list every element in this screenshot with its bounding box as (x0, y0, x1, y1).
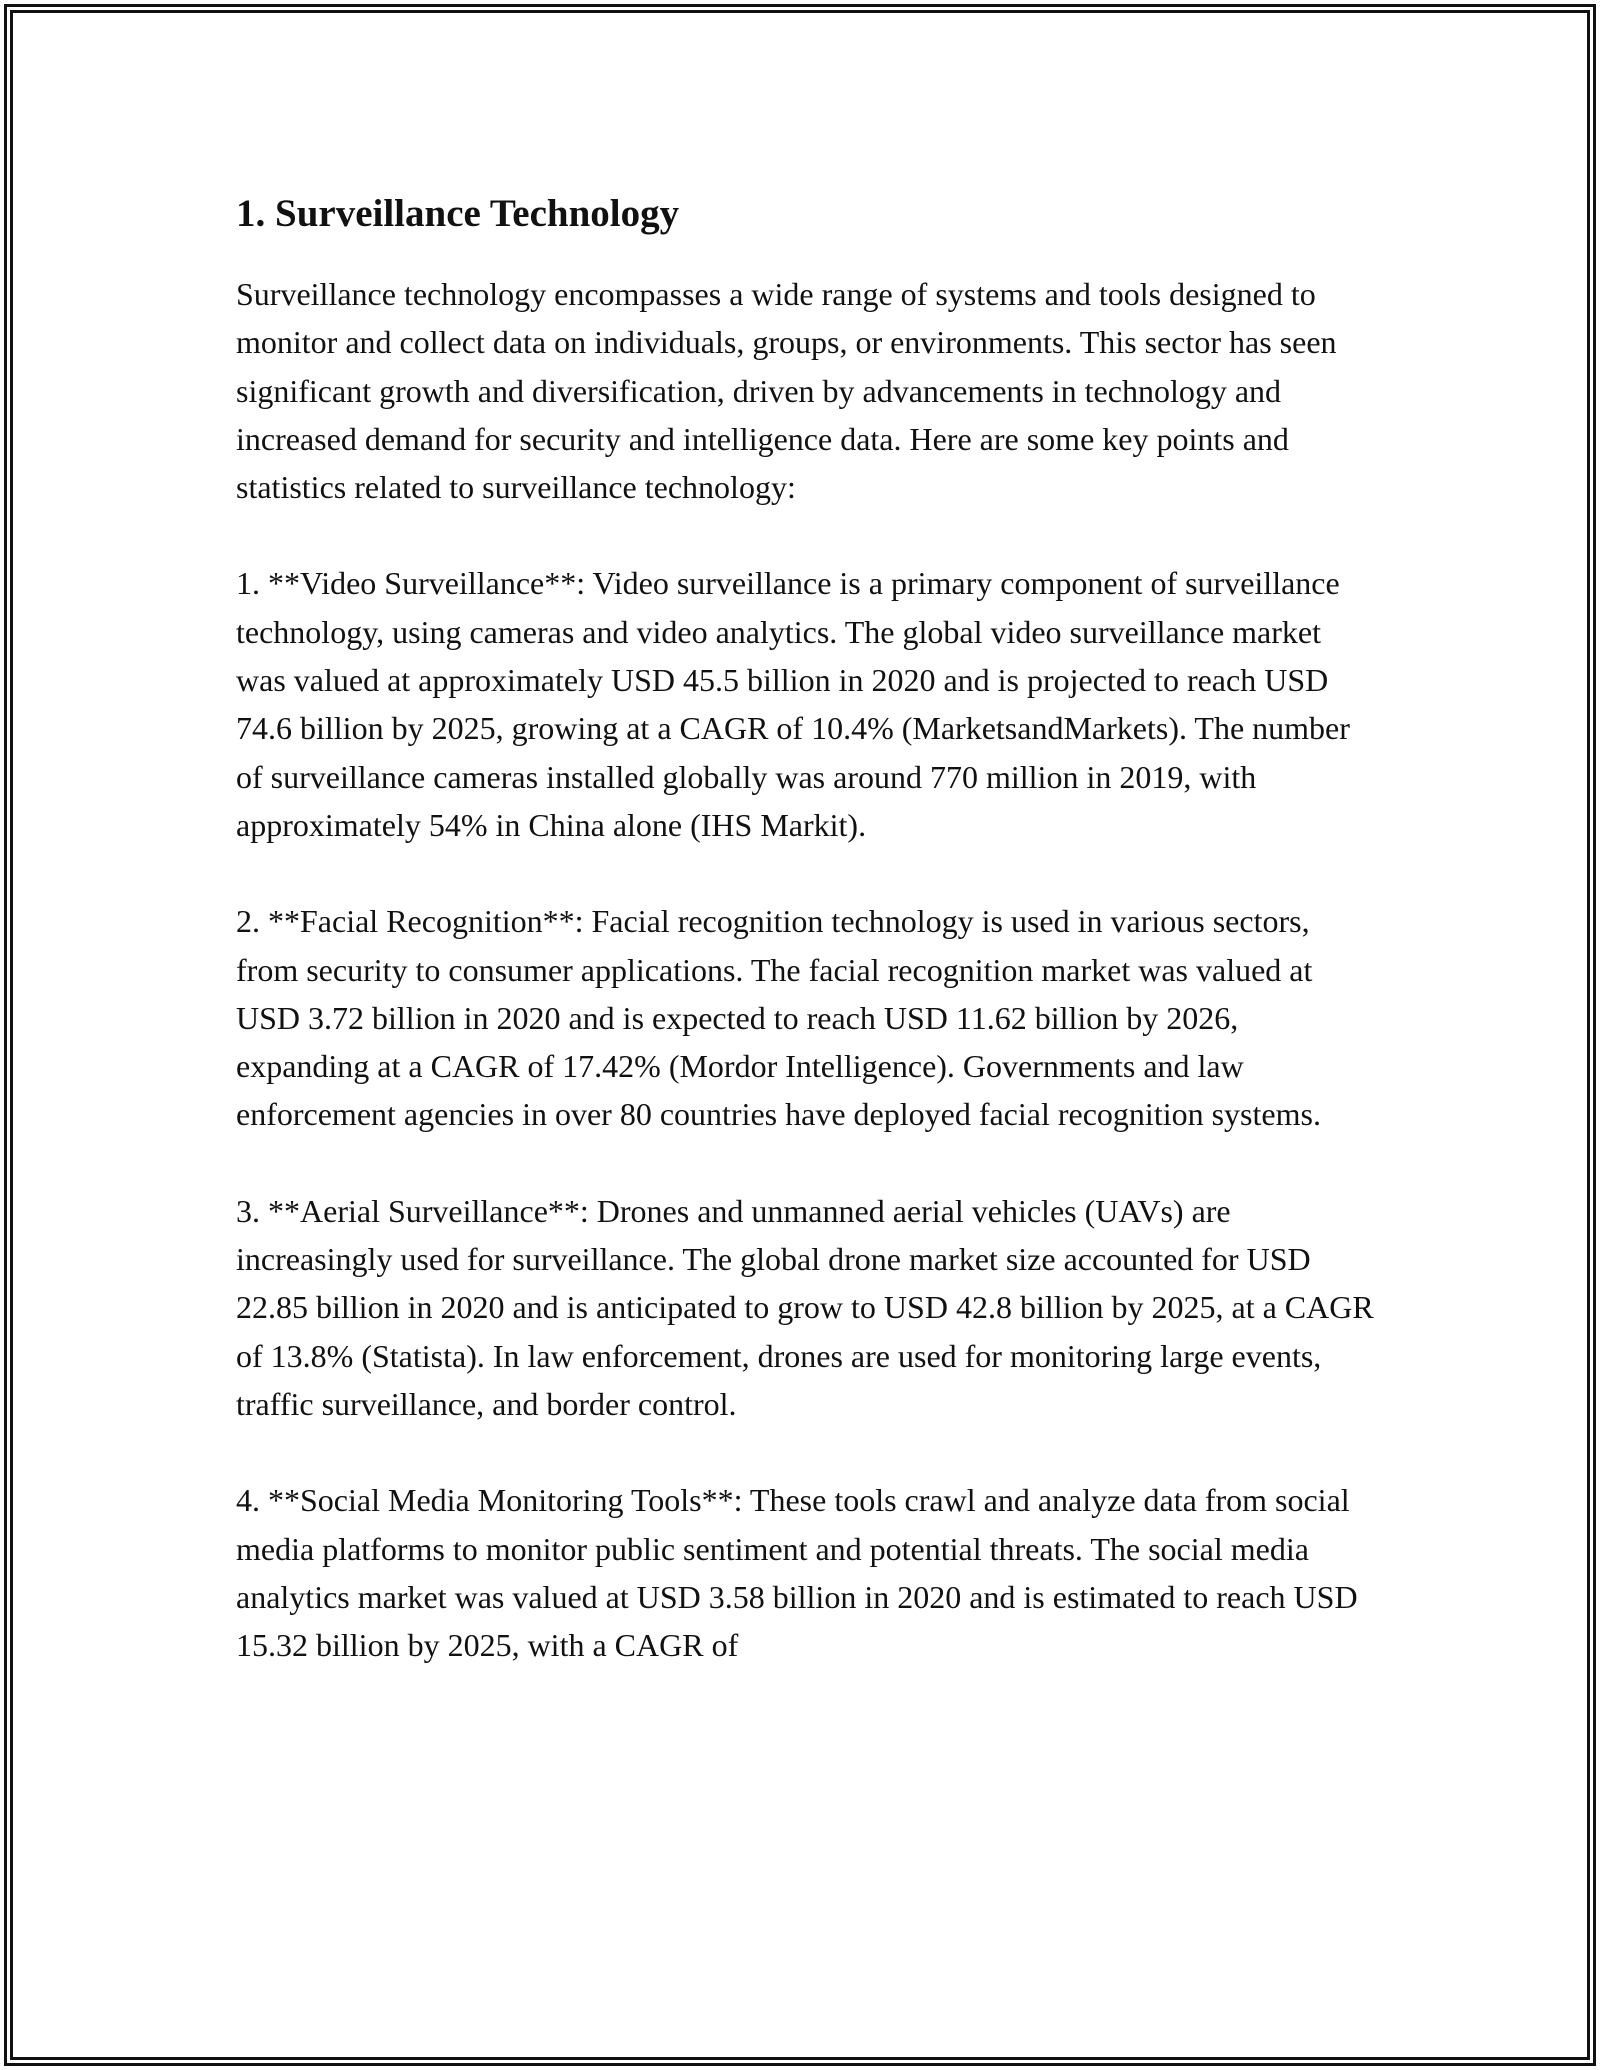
video-surveillance-paragraph: 1. **Video Surveillance**: Video surveillance is a primary component of surveillance technology, using cameras and video analytics. The global video surveillance market was valued at approximately USD 45.5 billion in 2020 and is projected to reach USD 74.6 billion by 2025, growing at a CAGR of 10.4% (MarketsandMarkets). The number of surveillance cameras installed globally was around 770 million in 2019, with approximately 54% in China alone (IHS Markit). (236, 565, 1350, 843)
document-body (236, 186, 1378, 1717)
aerial-surveillance-paragraph: 3. **Aerial Surveillance**: Drones and unmanned aerial vehicles (UAVs) are increasingly used for surveillance. The global drone market size accounted for USD 22.85 billion in 2020 and is anticipated to grow to USD 42.8 billion by 2025, at a CAGR of 13.8% (Statista). In law enforcement, drones are used for monitoring large events, traffic surveillance, and border control. (236, 1192, 1374, 1422)
intro-paragraph: Surveillance technology encompasses a wide range of systems and tools designed to monitor and collect data on individuals, groups, or environments. This sector has seen significant growth and diversification, driven by advancements in technology and increased demand for security and intelligence data. Here are some key points and statistics related to surveillance technology: (236, 276, 1337, 506)
social-media-monitoring-paragraph: 4. **Social Media Monitoring Tools**: These tools crawl and analyze data from social media platforms to monitor public sentiment and potential threats. The social media analytics market was valued at USD 3.58 billion in 2020 and is estimated to reach USD 15.32 billion by 2025, with a CAGR of (236, 1482, 1358, 1664)
facial-recognition-paragraph: 2. **Facial Recognition**: Facial recognition technology is used in various sectors, from security to consumer applications. The facial recognition market was valued at USD 3.72 billion in 2020 and is expected to reach USD 11.62 billion by 2026, expanding at a CAGR of 17.42% (Mordor Intelligence). Governments and law enforcement agencies in over 80 countries have deployed facial recognition systems. (236, 903, 1321, 1133)
section-heading: 1. Surveillance Technology (236, 192, 680, 235)
